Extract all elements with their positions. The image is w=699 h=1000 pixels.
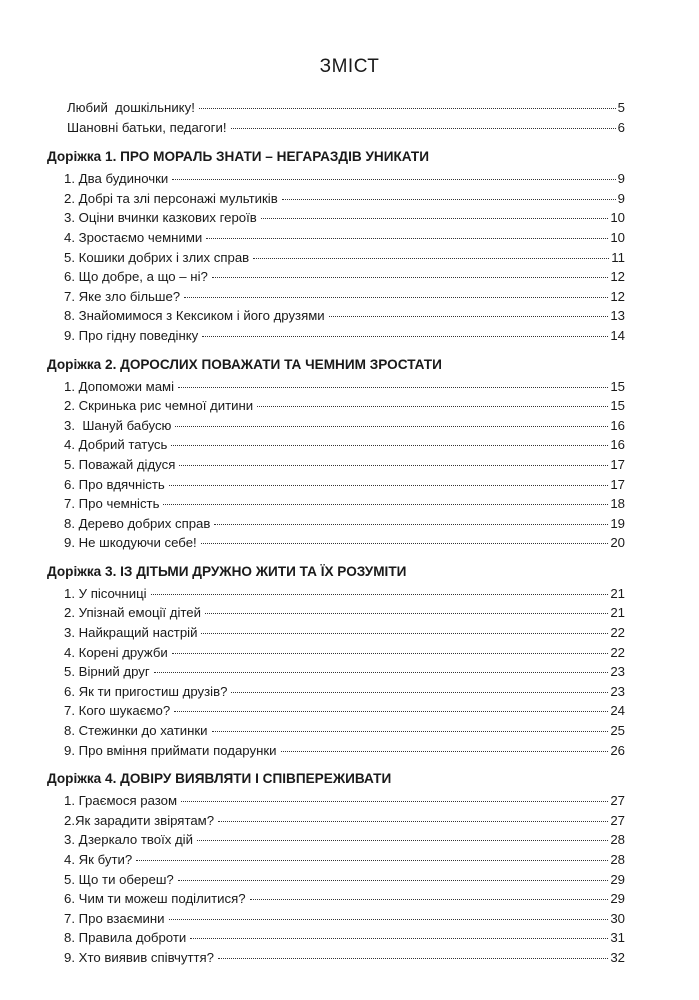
dot-leader [329,316,609,317]
dot-leader [205,613,608,614]
section-number: Доріжка 3. [47,563,121,579]
entry-page-number: 20 [610,535,625,551]
dot-leader [181,801,608,802]
toc-section [47,769,625,967]
toc-entry[interactable] [47,228,625,248]
entry-title: 8. Правила доброти [64,930,187,946]
entry-page-number: 24 [610,703,625,719]
entry-title: 5. Поважай дідуся [64,456,176,472]
dot-leader [190,938,608,939]
toc-entry[interactable] [47,475,625,495]
toc-entry[interactable] [47,662,625,682]
toc-entry[interactable] [47,306,625,326]
toc-entry[interactable] [47,189,625,209]
entry-title: 8. Знайомимося з Кексиком і його друзями [64,308,325,324]
toc-entry[interactable] [47,267,625,287]
entry-page-number: 9 [617,190,625,206]
dot-leader [199,108,616,109]
entry-page-number: 15 [610,378,625,394]
entry-page-number: 17 [610,476,625,492]
toc-entry[interactable] [47,701,625,721]
entry-title: 5. Кошики добрих і злих справ [64,249,250,265]
toc-entry[interactable] [47,208,625,228]
toc-section [47,355,625,553]
dot-leader [231,128,616,129]
dot-leader [214,524,608,525]
entry-title: 5. Вірний друг [64,664,150,680]
toc-section [47,562,625,760]
entry-title: 1. Граємося разом [64,793,178,809]
toc-entry[interactable] [47,396,625,416]
toc-entry[interactable] [47,623,625,643]
entry-page-number: 13 [610,308,625,324]
toc-entry[interactable] [47,169,625,189]
entry-title: 6. Про вдячність [64,476,165,492]
entry-page-number: 22 [610,625,625,641]
entry-page-number: 32 [610,949,625,965]
entry-title: 9. Не шкодуючи себе! [64,535,197,551]
entry-page-number: 29 [610,891,625,907]
toc-entry[interactable] [47,870,625,890]
dot-leader [178,387,608,388]
entry-title: 7. Про взаємини [64,910,165,926]
toc-entry[interactable] [47,326,625,346]
toc-entry[interactable] [47,909,625,929]
table-of-contents [47,98,625,977]
section-heading[interactable] [47,355,625,375]
dot-leader [172,653,609,654]
entry-page-number: 31 [610,930,625,946]
entry-title: 6. Що добре, а що – ні? [64,269,208,285]
entry-title: 2. Добрі та злі персонажі мультиків [64,190,278,206]
entry-page-number: 27 [610,812,625,828]
entry-title: 1. Допоможи мамі [64,378,175,394]
entry-page-number: 10 [610,210,625,226]
entry-page-number: 25 [610,723,625,739]
dot-leader [151,594,609,595]
entry-page-number: 22 [610,644,625,660]
section-heading[interactable] [47,562,625,582]
entry-page-number: 5 [617,100,625,115]
entry-page-number: 11 [611,249,625,265]
dot-leader [218,958,608,959]
entry-page-number: 23 [610,683,625,699]
toc-entry[interactable] [47,455,625,475]
entry-title: 6. Чим ти можеш поділитися? [64,891,246,907]
dot-leader [179,465,608,466]
toc-entry[interactable] [47,889,625,909]
dot-leader [281,751,609,752]
toc-entry[interactable] [47,830,625,850]
entry-page-number: 23 [610,664,625,680]
toc-sections [47,147,625,967]
dot-leader [136,860,608,861]
section-number: Доріжка 1. [47,149,121,165]
entry-title: 9. Про гідну поведінку [64,327,199,343]
dot-leader [250,899,609,900]
toc-entry[interactable] [47,811,625,831]
dot-leader [174,711,608,712]
entry-title: 3. Найкращий настрій [64,625,198,641]
entry-page-number: 19 [610,515,625,531]
entry-page-number: 30 [610,910,625,926]
entry-page-number: 29 [610,871,625,887]
toc-entry[interactable] [47,118,625,138]
entry-title: 8. Стежинки до хатинки [64,723,208,739]
section-heading[interactable] [47,147,625,167]
dot-leader [169,919,609,920]
dot-leader [172,179,615,180]
toc-entry[interactable] [47,248,625,268]
dot-leader [206,238,608,239]
entry-page-number: 6 [617,119,625,135]
entry-title: 4. Добрий татусь [64,437,168,453]
entry-title: 1. Два будиночки [64,171,169,187]
toc-entry[interactable] [47,721,625,741]
entry-page-number: 17 [610,456,625,472]
toc-entry[interactable] [47,791,625,811]
dot-leader [201,633,608,634]
entry-title: 7. Яке зло більше? [64,288,181,304]
dot-leader [154,672,609,673]
entry-title: 3. Дзеркало твоїх дій [64,832,193,848]
toc-entry[interactable] [47,643,625,663]
dot-leader [175,426,608,427]
dot-leader [201,543,609,544]
entry-title: 9. Хто виявив співчуття? [64,949,215,965]
toc-entry[interactable] [47,682,625,702]
section-number: Доріжка 2. [47,356,121,372]
toc-entry[interactable] [47,948,625,968]
toc-section [47,147,625,345]
toc-entry[interactable] [47,494,625,514]
entry-title: 2. Скринька рис чемної дитини [64,398,254,414]
dot-leader [231,692,608,693]
entry-title: 4. Як бути? [64,852,133,867]
entry-page-number: 28 [610,852,625,867]
entry-title: 6. Як ти пригостиш друзів? [64,683,228,699]
entry-title: Шановні батьки, педагоги! [67,119,227,135]
dot-leader [178,880,609,881]
entry-page-number: 21 [610,585,625,601]
dot-leader [184,297,608,298]
dot-leader [197,840,608,841]
entry-title: 2. Упізнай емоції дітей [64,605,201,621]
dot-leader [261,218,609,219]
section-title: ПРО МОРАЛЬ ЗНАТИ – НЕГАРАЗДІВ УНИКАТИ [120,149,430,165]
section-number: Доріжка 4. [47,771,121,787]
dot-leader [282,199,616,200]
entry-title: Любий дошкільнику! [67,100,195,115]
entry-page-number: 9 [617,171,625,187]
entry-title: 8. Дерево добрих справ [64,515,211,531]
entry-title: 5. Що ти обереш? [64,871,174,887]
toc-entry[interactable] [47,928,625,948]
toc-entry[interactable] [47,98,625,118]
entry-title: 2.Як зарадити звірятам? [64,812,215,828]
dot-leader [212,277,608,278]
section-title: ІЗ ДІТЬМИ ДРУЖНО ЖИТИ ТА ЇХ РОЗУМІТИ [120,563,407,579]
intro-entries [47,98,625,137]
dot-leader [163,504,608,505]
entry-title: 7. Кого шукаємо? [64,703,171,719]
dot-leader [253,258,609,259]
toc-entry[interactable] [47,850,625,870]
entry-title: 1. У пісочниці [64,585,147,601]
entry-title: 4. Корені дружби [64,644,168,660]
entry-page-number: 26 [610,742,625,758]
toc-entry[interactable] [47,435,625,455]
dot-leader [202,336,608,337]
dot-leader [218,821,608,822]
entry-title: 4. Зростаємо чемними [64,229,203,245]
entry-page-number: 27 [610,793,625,809]
entry-title: 3. Шануй бабусю [64,417,172,433]
entry-page-number: 16 [610,437,625,453]
toc-entry[interactable] [47,416,625,436]
entry-page-number: 28 [610,832,625,848]
entry-title: 3. Оціни вчинки казкових героїв [64,210,257,226]
section-title: ДОВІРУ ВИЯВЛЯТИ І СПІВПЕРЕЖИВАТИ [120,771,392,787]
toc-entry[interactable] [47,514,625,534]
dot-leader [257,406,608,407]
toc-entry[interactable] [47,533,625,553]
entry-page-number: 10 [610,229,625,245]
entry-page-number: 21 [610,605,625,621]
toc-entry[interactable] [47,584,625,604]
section-title: ДОРОСЛИХ ПОВАЖАТИ ТА ЧЕМНИМ ЗРОСТАТИ [120,356,442,372]
entry-page-number: 14 [610,327,625,343]
toc-entry[interactable] [47,287,625,307]
entry-page-number: 12 [610,288,625,304]
entry-page-number: 16 [610,417,625,433]
entry-page-number: 12 [610,269,625,285]
dot-leader [171,445,608,446]
entry-title: 9. Про вміння приймати подарунки [64,742,277,758]
toc-entry[interactable] [47,741,625,761]
entry-page-number: 18 [610,496,625,512]
entry-title: 7. Про чемність [64,496,160,512]
toc-entry[interactable] [47,377,625,397]
entry-page-number: 15 [610,398,625,414]
dot-leader [169,485,609,486]
toc-entry[interactable] [47,603,625,623]
section-heading[interactable] [47,769,625,789]
dot-leader [212,731,609,732]
page-title: ЗМІСТ [319,56,380,77]
